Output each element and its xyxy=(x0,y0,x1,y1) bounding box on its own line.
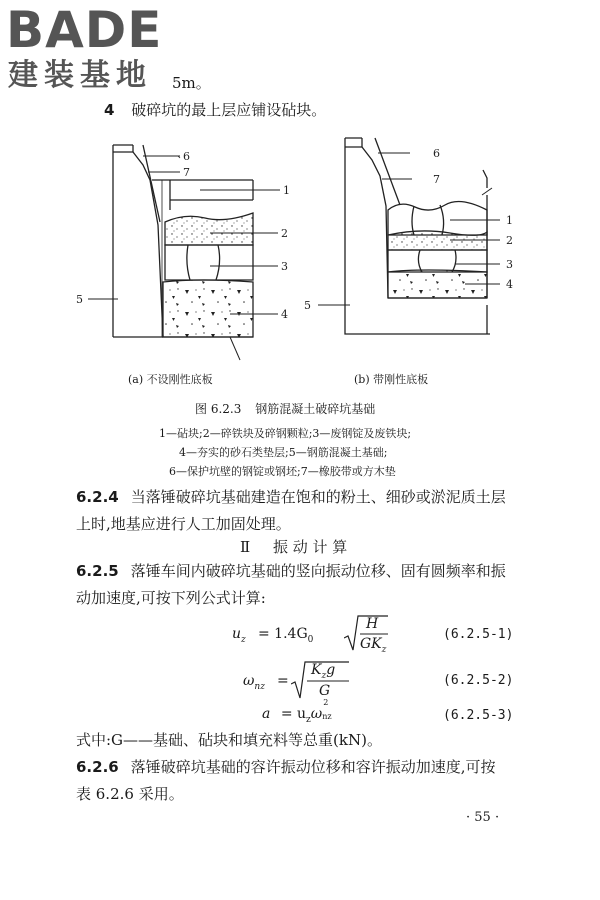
label-b-4: 4 xyxy=(506,278,513,291)
where-text: 式中:G——基础、砧块和填充料等总重(kN)。 xyxy=(76,731,382,749)
figure-title-text: 钢筋混凝土破碎坑基础 xyxy=(255,402,376,416)
label-a-5: 5 xyxy=(76,293,83,306)
clause-6-2-5-number: 6.2.5 xyxy=(76,562,119,580)
label-a-4: 4 xyxy=(281,308,288,321)
label-b-3: 3 xyxy=(506,258,513,271)
clause-6-2-5-line2: 动加速度,可按下列公式计算: xyxy=(76,589,266,607)
legend-line-1: 1—砧块;2—碎铁块及碎钢颗粒;3—废钢锭及废铁块; xyxy=(159,427,412,440)
clause-6-2-4 xyxy=(76,484,546,538)
diagram-b xyxy=(318,138,500,334)
label-a-1: 1 xyxy=(283,184,290,197)
clause-6-2-4-number: 6.2.4 xyxy=(76,488,119,506)
formula-1-number: (6.2.5-1) xyxy=(443,627,514,642)
section-title: 振 动 计 算 xyxy=(272,538,348,556)
clause-6-2-5-line1: 落锤车间内破碎坑基础的竖向振动位移、固有圆频率和振 xyxy=(130,562,506,580)
top-fragment: 5m。 xyxy=(172,74,211,92)
clause-6-2-5 xyxy=(76,558,546,612)
label-a-3: 3 xyxy=(281,260,288,273)
figure-title xyxy=(195,400,375,417)
formula-2-number: (6.2.5-2) xyxy=(443,673,514,688)
label-b-2: 2 xyxy=(506,234,513,247)
item-4-number: 4 xyxy=(104,101,115,119)
label-a-2: 2 xyxy=(281,227,288,240)
figure-diagram xyxy=(0,130,600,400)
item-4 xyxy=(104,100,326,120)
label-b-1: 1 xyxy=(506,214,513,227)
formula-3: $a = u_z\omega$ 2 nz xyxy=(262,698,332,725)
label-a-7: 7 xyxy=(183,166,190,179)
logo-subtitle: 建装基地 xyxy=(8,58,152,93)
clause-6-2-6-line2: 表 6.2.6 采用。 xyxy=(76,785,184,803)
label-b-7: 7 xyxy=(433,173,440,186)
label-b-5: 5 xyxy=(304,299,311,312)
item-4-text: 破碎坑的最上层应铺设砧块。 xyxy=(131,101,327,119)
subcaption-b: (b) 带刚性底板 xyxy=(354,373,429,386)
clause-6-2-6-number: 6.2.6 xyxy=(76,758,119,776)
page-number: · 55 · xyxy=(466,810,500,825)
section-heading xyxy=(240,537,347,557)
label-a-6: 6 xyxy=(183,150,190,163)
section-number: Ⅱ xyxy=(240,538,251,556)
figure-title-number: 图 6.2.3 xyxy=(195,402,242,416)
legend-line-2: 4—夯实的砂石类垫层;5—钢筋混凝土基础; xyxy=(179,446,388,459)
formula-3-number: (6.2.5-3) xyxy=(443,708,514,723)
legend-line-3: 6—保护坑壁的钢锭或钢坯;7—橡胶带或方木垫 xyxy=(169,465,396,478)
clause-6-2-4-line1: 当落锤破碎坑基础建造在饱和的粉土、细砂或淤泥质土层 xyxy=(130,488,506,506)
subcaption-a: (a) 不设刚性底板 xyxy=(128,373,213,386)
logo-brand: BADE xyxy=(6,1,163,59)
clause-6-2-4-line2: 上时,地基应进行人工加固处理。 xyxy=(76,515,291,533)
label-b-6: 6 xyxy=(433,147,440,160)
clause-6-2-6 xyxy=(76,754,546,808)
clause-6-2-6-line1: 落锤破碎坑基础的容许振动位移和容许振动加速度,可按 xyxy=(130,758,496,776)
